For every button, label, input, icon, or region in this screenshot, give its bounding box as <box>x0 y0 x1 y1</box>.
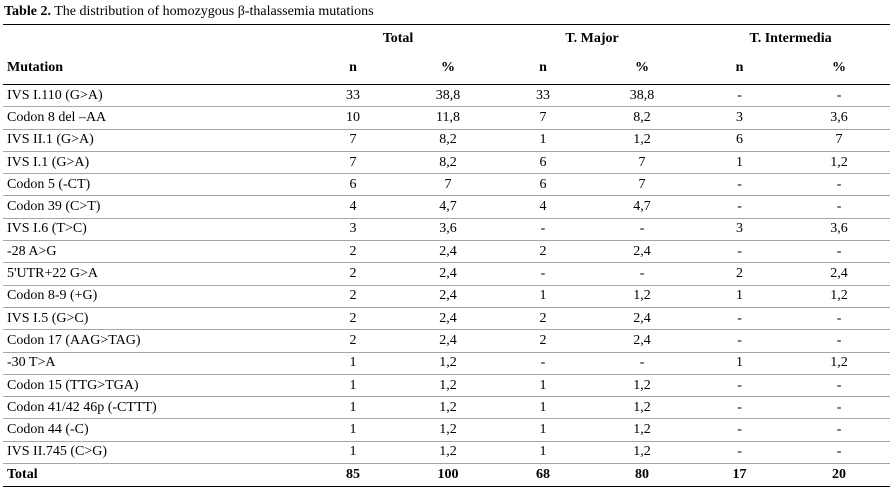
total-pct-cell: 7 <box>403 174 493 196</box>
mutation-cell: 5'UTR+22 G>A <box>3 263 303 285</box>
total-pct-cell: 1,2 <box>403 374 493 396</box>
major-pct-cell: 1,2 <box>593 129 691 151</box>
intermedia-n-cell: - <box>691 397 788 419</box>
table-row <box>3 107 890 129</box>
table-row <box>3 374 890 396</box>
major-n-cell: 1 <box>493 397 593 419</box>
mutation-cell: Codon 39 (C>T) <box>3 196 303 218</box>
total-n-cell: 7 <box>303 129 403 151</box>
total-pct-cell: 8,2 <box>403 129 493 151</box>
intermedia-pct-cell: - <box>788 330 890 352</box>
total-n-cell: 1 <box>303 441 403 463</box>
total-pct-cell: 1,2 <box>403 419 493 441</box>
total-n-cell: 7 <box>303 151 403 173</box>
mutation-cell: -30 T>A <box>3 352 303 374</box>
mutation-cell: IVS I.110 (G>A) <box>3 85 303 107</box>
intermedia-n-cell: - <box>691 196 788 218</box>
total-n-cell: 1 <box>303 352 403 374</box>
group-header-row <box>3 25 890 53</box>
intermedia-n-cell: - <box>691 374 788 396</box>
total-n-cell: 1 <box>303 374 403 396</box>
intermedia-n-cell: - <box>691 241 788 263</box>
total-pct-cell: 3,6 <box>403 218 493 240</box>
major-n-cell: - <box>493 352 593 374</box>
total-intermedia-n-cell: 17 <box>691 464 788 487</box>
table-row <box>3 285 890 307</box>
intermedia-pct-cell: 7 <box>788 129 890 151</box>
column-header-total-n: n <box>349 60 357 75</box>
column-header-total-pct: % <box>441 60 455 75</box>
intermedia-n-cell: 1 <box>691 151 788 173</box>
total-major-pct-cell: 80 <box>593 464 691 487</box>
mutation-cell: Codon 44 (-C) <box>3 419 303 441</box>
mutation-cell: Codon 41/42 46p (-CTTT) <box>3 397 303 419</box>
intermedia-n-cell: 3 <box>691 218 788 240</box>
major-pct-cell: - <box>593 263 691 285</box>
intermedia-pct-cell: - <box>788 307 890 329</box>
table-row <box>3 129 890 151</box>
total-n-cell: 2 <box>303 263 403 285</box>
total-major-n-cell: 68 <box>493 464 593 487</box>
intermedia-n-cell: - <box>691 441 788 463</box>
mutation-cell: IVS II.745 (C>G) <box>3 441 303 463</box>
caption-text: The distribution of homozygous β-thalassemia mutations <box>50 4 374 19</box>
major-pct-cell: 4,7 <box>593 196 691 218</box>
major-n-cell: 33 <box>493 85 593 107</box>
total-total-pct-cell: 100 <box>403 464 493 487</box>
total-n-cell: 1 <box>303 419 403 441</box>
table-row <box>3 85 890 107</box>
column-header-intermedia-pct: % <box>832 60 847 75</box>
mutation-cell: IVS II.1 (G>A) <box>3 129 303 151</box>
intermedia-pct-cell: - <box>788 441 890 463</box>
table-row <box>3 151 890 173</box>
table-row <box>3 352 890 374</box>
group-header-intermedia: T. Intermedia <box>691 25 890 53</box>
intermedia-pct-cell: - <box>788 241 890 263</box>
intermedia-pct-cell: 1,2 <box>788 285 890 307</box>
total-n-cell: 33 <box>303 85 403 107</box>
table-row <box>3 397 890 419</box>
major-pct-cell: 7 <box>593 151 691 173</box>
total-pct-cell: 2,4 <box>403 263 493 285</box>
major-pct-cell: 1,2 <box>593 285 691 307</box>
total-n-cell: 2 <box>303 241 403 263</box>
total-intermedia-pct-cell: 20 <box>788 464 890 487</box>
major-pct-cell: 1,2 <box>593 374 691 396</box>
major-n-cell: 2 <box>493 307 593 329</box>
major-n-cell: 1 <box>493 374 593 396</box>
total-pct-cell: 1,2 <box>403 441 493 463</box>
table-row <box>3 241 890 263</box>
table-row <box>3 218 890 240</box>
total-n-cell: 2 <box>303 285 403 307</box>
total-pct-cell: 1,2 <box>403 397 493 419</box>
total-pct-cell: 11,8 <box>403 107 493 129</box>
major-pct-cell: 7 <box>593 174 691 196</box>
major-n-cell: 2 <box>493 241 593 263</box>
mutation-cell: IVS I.5 (G>C) <box>3 307 303 329</box>
major-pct-cell: - <box>593 352 691 374</box>
intermedia-pct-cell: 3,6 <box>788 218 890 240</box>
group-header-total: Total <box>303 25 493 53</box>
total-mutation-cell: Total <box>3 464 303 487</box>
intermedia-pct-cell: 1,2 <box>788 352 890 374</box>
mutation-cell: Codon 5 (-CT) <box>3 174 303 196</box>
mutation-cell: IVS I.6 (T>C) <box>3 218 303 240</box>
major-n-cell: 2 <box>493 330 593 352</box>
mutation-cell: Codon 15 (TTG>TGA) <box>3 374 303 396</box>
major-pct-cell: 1,2 <box>593 397 691 419</box>
intermedia-pct-cell: - <box>788 374 890 396</box>
caption-label: Table 2. <box>4 4 51 19</box>
intermedia-n-cell: 3 <box>691 107 788 129</box>
mutation-cell: IVS I.1 (G>A) <box>3 151 303 173</box>
table-row <box>3 174 890 196</box>
column-header-mutation: Mutation <box>7 60 63 75</box>
table-row <box>3 263 890 285</box>
total-pct-cell: 4,7 <box>403 196 493 218</box>
table-row <box>3 307 890 329</box>
major-n-cell: 6 <box>493 151 593 173</box>
total-n-cell: 3 <box>303 218 403 240</box>
major-n-cell: 1 <box>493 419 593 441</box>
total-n-cell: 2 <box>303 330 403 352</box>
mutation-cell: -28 A>G <box>3 241 303 263</box>
total-row <box>3 464 890 487</box>
major-n-cell: 1 <box>493 285 593 307</box>
total-pct-cell: 2,4 <box>403 307 493 329</box>
intermedia-pct-cell: - <box>788 174 890 196</box>
major-n-cell: 4 <box>493 196 593 218</box>
major-pct-cell: - <box>593 218 691 240</box>
table-row <box>3 419 890 441</box>
major-n-cell: 1 <box>493 441 593 463</box>
intermedia-n-cell: - <box>691 330 788 352</box>
major-pct-cell: 8,2 <box>593 107 691 129</box>
major-pct-cell: 1,2 <box>593 419 691 441</box>
intermedia-n-cell: 1 <box>691 285 788 307</box>
group-header-major: T. Major <box>493 25 691 53</box>
total-n-cell: 2 <box>303 307 403 329</box>
column-header-major-n: n <box>539 60 547 75</box>
intermedia-n-cell: - <box>691 85 788 107</box>
major-n-cell: 7 <box>493 107 593 129</box>
mutation-table <box>3 24 890 487</box>
total-n-cell: 6 <box>303 174 403 196</box>
group-header-blank <box>3 25 303 53</box>
mutation-cell: Codon 17 (AAG>TAG) <box>3 330 303 352</box>
intermedia-pct-cell: 1,2 <box>788 151 890 173</box>
total-pct-cell: 2,4 <box>403 330 493 352</box>
major-n-cell: 1 <box>493 129 593 151</box>
total-total-n-cell: 85 <box>303 464 403 487</box>
major-n-cell: - <box>493 218 593 240</box>
mutation-cell: Codon 8 del –AA <box>3 107 303 129</box>
total-pct-cell: 1,2 <box>403 352 493 374</box>
major-pct-cell: 38,8 <box>593 85 691 107</box>
total-n-cell: 1 <box>303 397 403 419</box>
major-pct-cell: 2,4 <box>593 330 691 352</box>
intermedia-pct-cell: - <box>788 85 890 107</box>
mutation-cell: Codon 8-9 (+G) <box>3 285 303 307</box>
major-pct-cell: 2,4 <box>593 307 691 329</box>
column-header-row <box>3 52 890 85</box>
intermedia-pct-cell: 2,4 <box>788 263 890 285</box>
total-pct-cell: 2,4 <box>403 285 493 307</box>
intermedia-n-cell: - <box>691 174 788 196</box>
intermedia-n-cell: 2 <box>691 263 788 285</box>
column-header-major-pct: % <box>635 60 650 75</box>
major-pct-cell: 2,4 <box>593 241 691 263</box>
intermedia-pct-cell: 3,6 <box>788 107 890 129</box>
total-n-cell: 4 <box>303 196 403 218</box>
table-row <box>3 196 890 218</box>
major-n-cell: - <box>493 263 593 285</box>
major-n-cell: 6 <box>493 174 593 196</box>
intermedia-n-cell: 1 <box>691 352 788 374</box>
intermedia-pct-cell: - <box>788 397 890 419</box>
table-caption <box>4 3 374 21</box>
table-row <box>3 330 890 352</box>
intermedia-pct-cell: - <box>788 196 890 218</box>
total-pct-cell: 8,2 <box>403 151 493 173</box>
total-pct-cell: 38,8 <box>403 85 493 107</box>
intermedia-pct-cell: - <box>788 419 890 441</box>
table-row <box>3 441 890 463</box>
major-pct-cell: 1,2 <box>593 441 691 463</box>
intermedia-n-cell: 6 <box>691 129 788 151</box>
total-pct-cell: 2,4 <box>403 241 493 263</box>
intermedia-n-cell: - <box>691 307 788 329</box>
total-n-cell: 10 <box>303 107 403 129</box>
intermedia-n-cell: - <box>691 419 788 441</box>
column-header-intermedia-n: n <box>735 60 744 75</box>
